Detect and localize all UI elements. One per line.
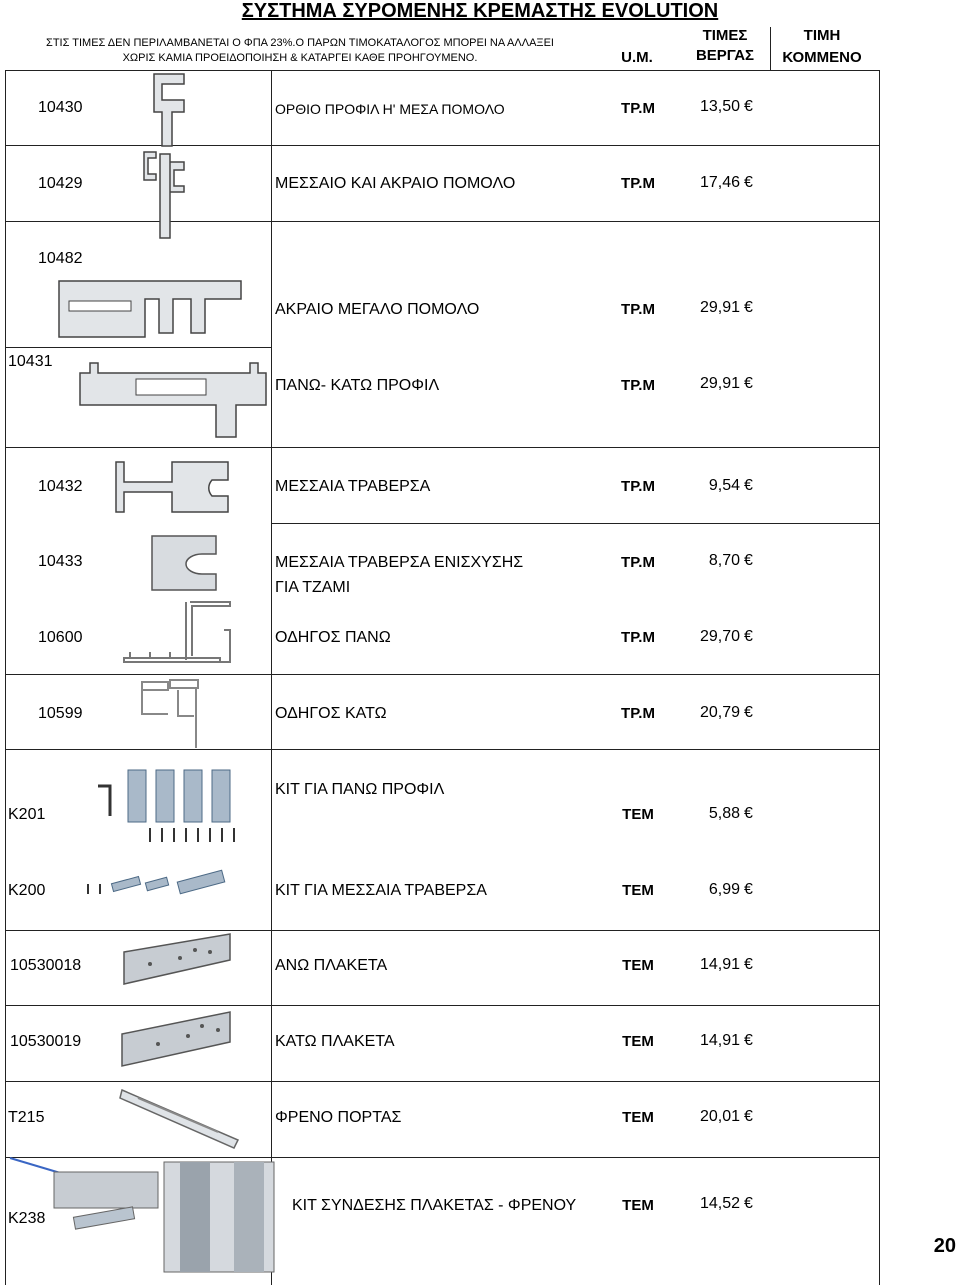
row-price: 9,54 [708, 477, 740, 494]
header-unit: U.M. [621, 49, 653, 66]
row-price: 6,99 [708, 881, 740, 898]
euro-icon: € [744, 98, 753, 115]
row-unit: ΤΡ.Μ [621, 301, 655, 318]
price-note-line-2: ΧΩΡΙΣ ΚΑΜΙΑ ΠΡΟΕΙΔΟΠΟΙΗΣΗ & ΚΑΤΑΡΓΕΙ ΚΑΘΕ ΠΡΟΗΓΟΥΜΕΝΟ. [122, 52, 478, 64]
row-unit: ΤΡ.Μ [621, 175, 655, 192]
plate-10530018-image [120, 930, 232, 988]
euro-icon: € [744, 1195, 753, 1212]
row-price: 29,91 [699, 299, 740, 316]
row-code: 10429 [38, 175, 83, 192]
row-unit: ΤΡ.Μ [621, 554, 655, 571]
profile-10429-image [140, 150, 190, 240]
profile-10599-image [138, 676, 206, 752]
row-code: 10430 [38, 99, 83, 116]
row-description: ΚΙΤ ΓΙΑ ΜΕΣΣΑΙΑ ΤΡΑΒΕΡΣΑ [275, 882, 487, 899]
kit-k200-image [82, 862, 242, 902]
row-code: 10530018 [10, 957, 82, 974]
profile-10600-image [120, 600, 250, 670]
row-price: 20,01 [699, 1108, 740, 1125]
row-price: 29,91 [699, 375, 740, 392]
row-price: 8,70 [708, 552, 740, 569]
row-price: 17,46 [699, 174, 740, 191]
row-price: 14,91 [699, 1032, 740, 1049]
euro-icon: € [744, 1108, 753, 1125]
row-description: ΠΑΝΩ- ΚΑΤΩ ΠΡΟΦΙΛ [275, 377, 440, 394]
row-description: ΜΕΣΣΑΙΑ ΤΡΑΒΕΡΣΑ [275, 478, 431, 495]
row-description: ΟΡΘΙΟ ΠΡΟΦΙΛ Η' ΜΕΣΑ ΠΟΜΟΛΟ [275, 101, 505, 117]
row-description-line-2: ΓΙΑ ΤΖΑΜΙ [275, 579, 351, 596]
plate-10530019-image [118, 1008, 234, 1070]
euro-icon: € [744, 375, 753, 392]
euro-icon: € [744, 299, 753, 316]
profile-10433-image [148, 532, 220, 594]
euro-icon: € [744, 174, 753, 191]
kit-k201-image [92, 766, 252, 850]
row-description: ΚΙΤ ΓΙΑ ΠΑΝΩ ΠΡΟΦΙΛ [275, 781, 445, 798]
row-description: ΜΕΣΣΑΙΑ ΤΡΑΒΕΡΣΑ ΕΝΙΣΧΥΣΗΣ [275, 554, 524, 571]
header-price-cut-2: ΚΟΜΜΕΝΟ [782, 49, 862, 66]
header-price-bar-2: ΒΕΡΓΑΣ [695, 47, 755, 64]
row-unit: ΤΡ.Μ [621, 629, 655, 646]
row-price: 29,70 [699, 628, 740, 645]
row-unit: ΤΡ.Μ [621, 705, 655, 722]
row-description: ΚΑΤΩ ΠΛΑΚΕΤΑ [275, 1033, 395, 1050]
row-unit: ΤΡ.Μ [621, 377, 655, 394]
row-price: 13,50 [699, 98, 740, 115]
euro-icon: € [744, 704, 753, 721]
row-unit: ΤΕΜ [622, 1033, 654, 1050]
row-unit: ΤΕΜ [622, 957, 654, 974]
row-code: 10433 [38, 553, 83, 570]
row-description: ΑΚΡΑΙΟ ΜΕΓΑΛΟ ΠΟΜΟΛΟ [275, 301, 480, 318]
row-description: ΦΡΕΝΟ ΠΟΡΤΑΣ [275, 1109, 402, 1126]
euro-icon: € [744, 477, 753, 494]
price-note-line-1: ΣΤΙΣ ΤΙΜΕΣ ΔΕΝ ΠΕΡΙΛΑΜΒΑΝΕΤΑΙ Ο ΦΠΑ 23%.Ο ΠΑΡΩΝ ΤΙΜΟΚΑΤΑΛΟΓΟΣ ΜΠΟΡΕΙ ΝΑ ΑΛΛΑΞΕΙ [46, 37, 554, 49]
row-unit: ΤΕΜ [622, 1109, 654, 1126]
row-unit: ΤΕΜ [622, 1197, 654, 1214]
row-description: ΑΝΩ ΠΛΑΚΕΤΑ [275, 957, 388, 974]
header-price-cut-1: ΤΙΜΗ [803, 27, 841, 44]
kit-k238-image [4, 1152, 276, 1285]
profile-10482-image [55, 277, 245, 339]
profile-10430-image [148, 72, 190, 148]
brake-t215-image [118, 1086, 244, 1152]
header-divider [770, 27, 771, 70]
row-code: K238 [8, 1210, 46, 1227]
row-code: 10431 [8, 353, 53, 370]
row-price: 14,52 [699, 1195, 740, 1212]
euro-icon: € [744, 628, 753, 645]
row-code: K201 [8, 806, 46, 823]
row-code: 10530019 [10, 1033, 82, 1050]
profile-10432-image [112, 458, 232, 516]
row-unit: ΤΕΜ [622, 806, 654, 823]
row-price: 20,79 [699, 704, 740, 721]
row-code: K200 [8, 882, 46, 899]
row-code: 10482 [38, 250, 83, 267]
euro-icon: € [744, 552, 753, 569]
row-unit: ΤΡ.Μ [621, 478, 655, 495]
row-code: 10599 [38, 705, 83, 722]
row-description: ΟΔΗΓΟΣ ΚΑΤΩ [275, 705, 387, 722]
row-description: ΜΕΣΣΑΙΟ ΚΑΙ ΑΚΡΑΙΟ ΠΟΜΟΛΟ [275, 175, 516, 192]
row-description: ΟΔΗΓΟΣ ΠΑΝΩ [275, 629, 391, 646]
header-price-bar-1: ΤΙΜΕΣ [702, 27, 748, 44]
page-title: ΣΥΣΤΗΜΑ ΣΥΡΟΜΕΝΗΣ ΚΡΕΜΑΣΤΗΣ EVOLUTION [241, 0, 719, 22]
page-number: 20 [933, 1235, 956, 1257]
row-price: 14,91 [699, 956, 740, 973]
profile-10431-image [76, 345, 272, 441]
row-code: 10600 [38, 629, 83, 646]
row-unit: ΤΕΜ [622, 882, 654, 899]
row-code: T215 [8, 1109, 45, 1126]
euro-icon: € [744, 1032, 753, 1049]
row-price: 5,88 [708, 805, 740, 822]
row-unit: ΤΡ.Μ [621, 100, 655, 117]
euro-icon: € [744, 805, 753, 822]
row-code: 10432 [38, 478, 83, 495]
row-description: ΚΙΤ ΣΥΝΔΕΣΗΣ ΠΛΑΚΕΤΑΣ - ΦΡΕΝΟΥ [292, 1197, 577, 1214]
euro-icon: € [744, 881, 753, 898]
euro-icon: € [744, 956, 753, 973]
